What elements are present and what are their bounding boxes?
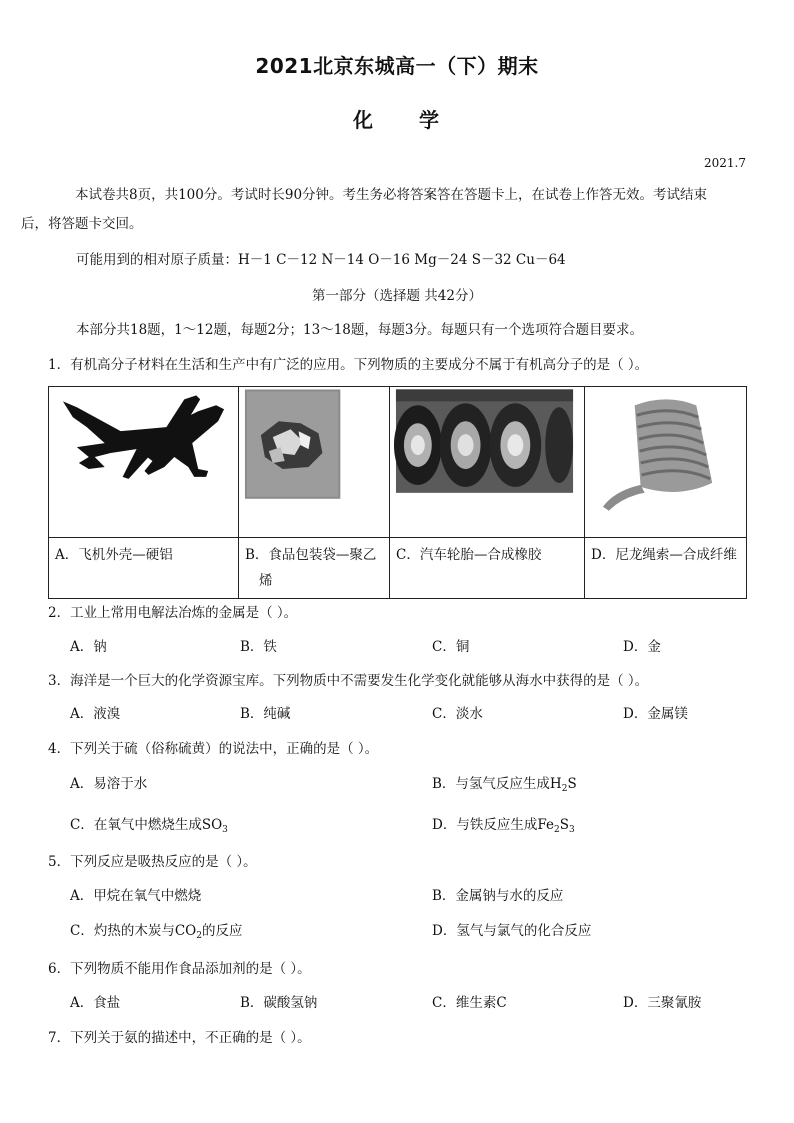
nylon-rope-image [585, 387, 746, 537]
question-stem: 7．下列关于氨的描述中，不正确的是（ ）。 [48, 1030, 311, 1046]
question-stem: 5．下列反应是吸热反应的是（ ）。 [48, 854, 257, 870]
q3-option-c[interactable]: C．淡水 [432, 706, 483, 722]
q4-option-b[interactable]: B．与氢气反应生成$H_2S$ [432, 776, 577, 794]
subject-char: 学 [419, 108, 441, 132]
q3-option-b[interactable]: B．纯碱 [240, 706, 291, 722]
question-stem: 2．工业上常用电解法冶炼的金属是（ ）。 [48, 605, 298, 621]
question-stem: 3．海洋是一个巨大的化学资源宝库。下列物质中不需要发生化学变化就能够从海水中获得的是（ ）。 [48, 673, 649, 689]
q1-image-cell [49, 387, 239, 538]
q2-option-d[interactable]: D．金 [623, 639, 661, 655]
question-stem: 4．下列关于硫（俗称硫黄）的说法中，正确的是（ ）。 [48, 741, 379, 757]
q1-image-cell [390, 387, 585, 538]
q1-image-cell [585, 387, 747, 538]
q2-option-a[interactable]: A．钠 [70, 639, 107, 655]
food-bag-image [239, 387, 389, 537]
q5-option-b[interactable]: B．金属钠与水的反应 [432, 888, 564, 904]
q6-option-c[interactable]: C．维生素C [432, 995, 507, 1011]
q6-option-a[interactable]: A．食盐 [70, 995, 121, 1011]
question-stem: 1．有机高分子材料在生活和生产中有广泛的应用。下列物质的主要成分不属于有机高分子的是（ ）。 [48, 357, 649, 373]
q4-option-d[interactable]: D．与铁反应生成$Fe_2S_3$ [432, 817, 575, 835]
intro-paragraph: 本试卷共8页，共100分。考试时长90分钟。考生务必将答案答在答题卡上，在试卷上作答无效。考试结束 后，将答题卡交回。 [21, 187, 708, 232]
q1-option-c[interactable]: C．汽车轮胎—合成橡胶 [390, 538, 585, 599]
subject-title [0, 104, 794, 133]
q4-option-c[interactable]: C．在氧气中燃烧生成$SO_3$ [70, 817, 228, 835]
q2-option-c[interactable]: C．铜 [432, 639, 470, 655]
subject-char: 化 [353, 108, 375, 132]
exam-title: 2021北京东城高一（下）期末 [255, 54, 539, 78]
part-heading: 第一部分（选择题 共42分） [312, 288, 482, 304]
q1-options-table [48, 386, 747, 599]
q1-option-d[interactable]: D．尼龙绳索—合成纤维 [585, 538, 747, 599]
q6-option-b[interactable]: B．碳酸氢钠 [240, 995, 318, 1011]
q3-option-a[interactable]: A．液溴 [70, 706, 121, 722]
tires-image [390, 387, 584, 537]
q5-option-a[interactable]: A．甲烷在氧气中燃烧 [70, 888, 202, 904]
q3-option-d[interactable]: D．金属镁 [623, 706, 688, 722]
atomic-masses: 可能用到的相对原子质量：H－1 C－12 N－14 O－16 Mg－24 S－32 Cu－64 [76, 252, 566, 268]
q5-option-c[interactable]: C．灼热的木炭与$CO_2$的反应 [70, 923, 243, 941]
question-stem: 6．下列物质不能用作食品添加剂的是（ ）。 [48, 961, 311, 977]
airplane-image [49, 387, 238, 537]
q1-image-cell [239, 387, 390, 538]
exam-date: 2021.7 [704, 156, 746, 170]
q1-option-a[interactable]: A．飞机外壳—硬铝 [49, 538, 239, 599]
q5-option-d[interactable]: D．氢气与氯气的化合反应 [432, 923, 592, 939]
q1-option-b[interactable]: B．食品包装袋—聚乙烯 [239, 538, 390, 599]
q6-option-d[interactable]: D．三聚氰胺 [623, 995, 702, 1011]
part-note: 本部分共18题，1～12题，每题2分；13～18题，每题3分。每题只有一个选项符合题目要求。 [76, 322, 643, 338]
q2-option-b[interactable]: B．铁 [240, 639, 277, 655]
q4-option-a[interactable]: A．易溶于水 [70, 776, 148, 792]
